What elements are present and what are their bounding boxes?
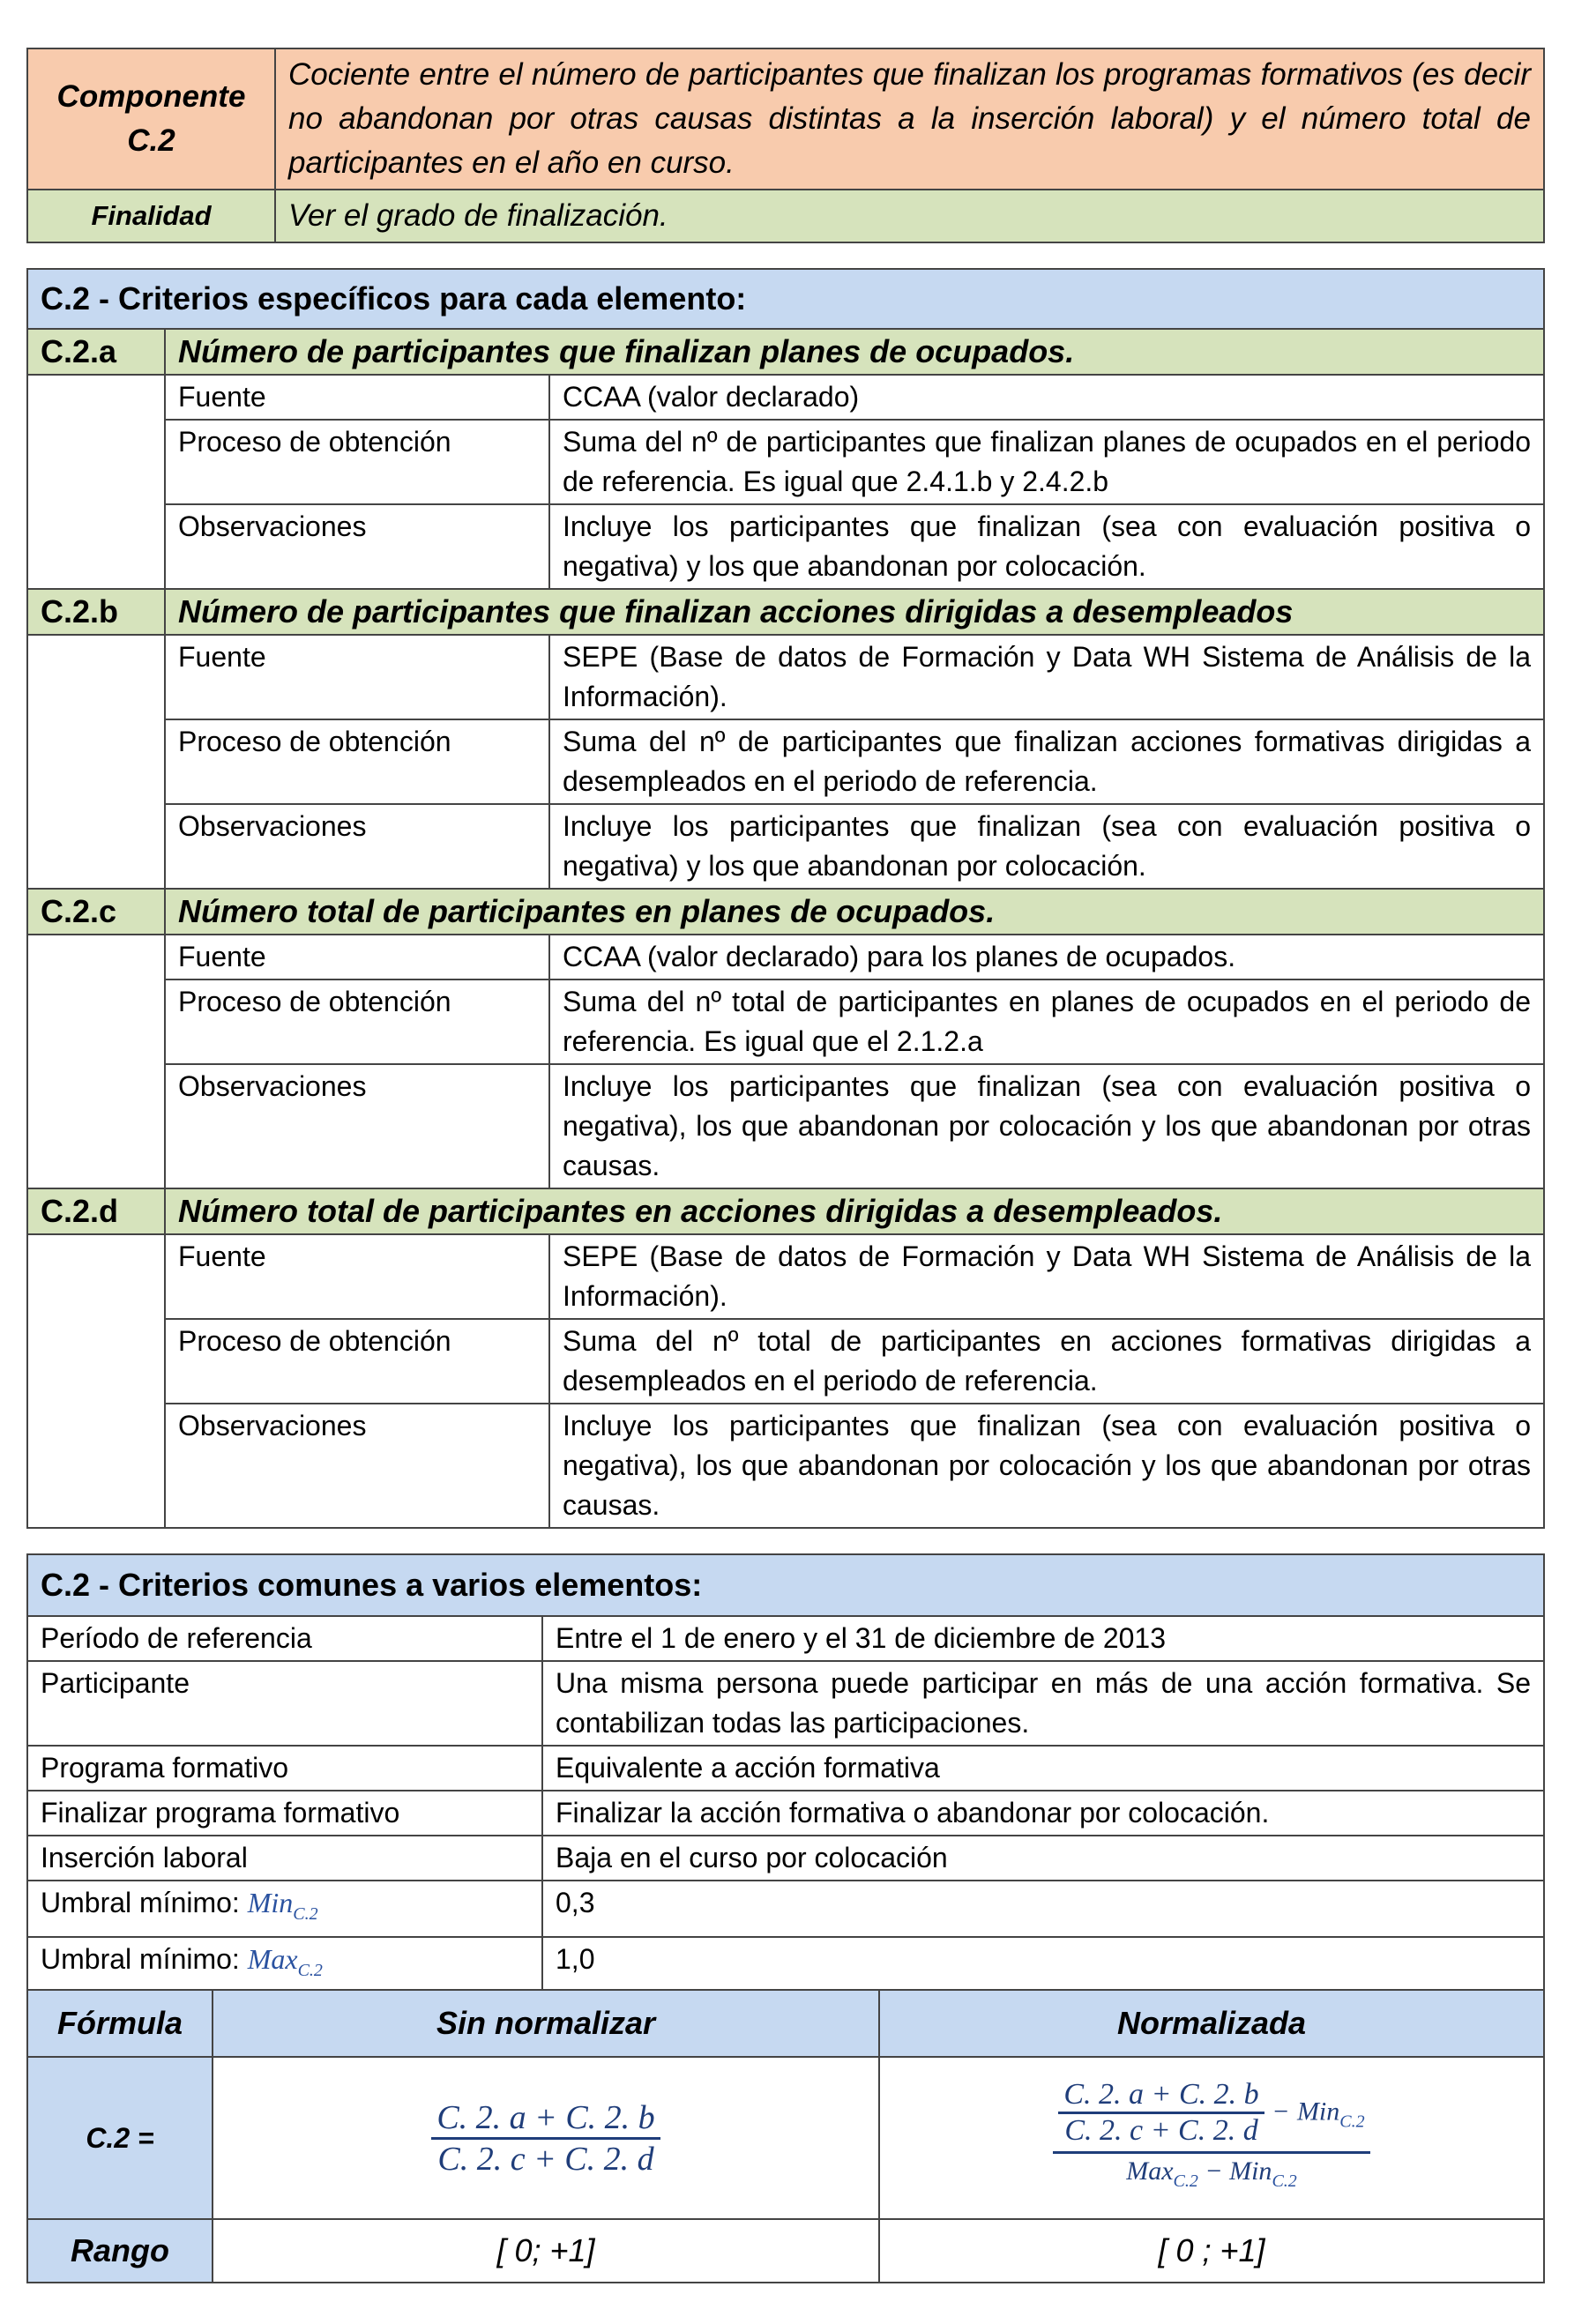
common-criteria-table — [26, 1553, 1545, 1994]
component-description: Cociente entre el número de participantes que finalizan los programas formativos (es decir no abandonan por otras causas distintas a la inserción laboral) y el número total de participantes en el año en curso. — [275, 48, 1544, 190]
specific-criteria-table — [26, 268, 1545, 1529]
element-title: Número de participantes que finalizan acciones dirigidas a desempleados — [165, 589, 1544, 635]
max-subscript: C.2 — [297, 1961, 323, 1980]
element-code: C.2.b — [27, 589, 165, 635]
max-subscript: C.2 — [1173, 2171, 1198, 2191]
element-title: Número total de participantes en acciones dirigidas a desempleados. — [165, 1188, 1544, 1234]
common-label: Participante — [27, 1661, 542, 1746]
criteria-row — [27, 375, 1544, 420]
criteria-row — [27, 504, 1544, 589]
indent-cell — [27, 935, 165, 980]
raw-fraction — [431, 2098, 660, 2179]
criteria-row — [27, 1319, 1544, 1404]
criteria-label: Fuente — [165, 635, 549, 719]
element-title: Número total de participantes en planes de ocupados. — [165, 889, 1544, 935]
common-label: Finalizar programa formativo — [27, 1791, 542, 1836]
common-value: Una misma persona puede participar en más de una acción formativa. Se contabilizan todas las participaciones. — [542, 1661, 1544, 1746]
criteria-label: Fuente — [165, 1234, 549, 1319]
common-label: Programa formativo — [27, 1746, 542, 1791]
indent-cell — [27, 504, 165, 589]
criteria-value: SEPE (Base de datos de Formación y Data WH Sistema de Análisis de la Información). — [549, 1234, 1544, 1319]
criteria-value: Suma del nº total de participantes en acciones formativas dirigidas a desempleados en el periodo de referencia. — [549, 1319, 1544, 1404]
criteria-value: Incluye los participantes que finalizan (sea con evaluación positiva o negativa) y los que abandonan por colocación. — [549, 504, 1544, 589]
criteria-row — [27, 719, 1544, 804]
indent-cell — [27, 1234, 165, 1319]
minus-sign: − — [1205, 2156, 1223, 2186]
element-title: Número de participantes que finalizan planes de ocupados. — [165, 329, 1544, 375]
common-label: Inserción laboral — [27, 1836, 542, 1881]
criteria-value: CCAA (valor declarado) para los planes de ocupados. — [549, 935, 1544, 980]
max-symbol: Max — [1126, 2156, 1174, 2186]
min-threshold-value: 0,3 — [542, 1881, 1544, 1937]
criteria-label: Proceso de obtención — [165, 980, 549, 1064]
criteria-value: Incluye los participantes que finalizan (sea con evaluación positiva o negativa) y los que abandonan por colocación. — [549, 804, 1544, 889]
criteria-row — [27, 1064, 1544, 1188]
min-threshold-label — [27, 1881, 542, 1937]
criteria-value: Suma del nº de participantes que finalizan acciones formativas dirigidas a desempleados en el periodo de referencia. — [549, 719, 1544, 804]
criteria-value: Suma del nº total de participantes en planes de ocupados en el periodo de referencia. Es igual que el 2.1.2.a — [549, 980, 1544, 1064]
element-code: C.2.a — [27, 329, 165, 375]
criteria-value: CCAA (valor declarado) — [549, 375, 1544, 420]
criteria-row — [27, 804, 1544, 889]
criteria-label: Observaciones — [165, 1064, 549, 1188]
criteria-row — [27, 980, 1544, 1064]
normalized-col-header: Normalizada — [879, 1990, 1544, 2057]
specific-title: C.2 - Criterios específicos para cada elemento: — [27, 269, 1544, 329]
min-subscript: C.2 — [1272, 2171, 1297, 2191]
criteria-label: Fuente — [165, 935, 549, 980]
common-value: Finalizar la acción formativa o abandonar por colocación. — [542, 1791, 1544, 1836]
indent-cell — [27, 1404, 165, 1528]
indent-cell — [27, 375, 165, 420]
inner-numerator: C. 2. a + C. 2. b — [1058, 2078, 1264, 2114]
formula-col-header: Fórmula — [27, 1990, 213, 2057]
criteria-label: Proceso de obtención — [165, 420, 549, 504]
max-symbol: Max — [247, 1943, 298, 1975]
raw-formula-cell — [213, 2057, 879, 2219]
inner-fraction — [1058, 2078, 1264, 2148]
criteria-value: Suma del nº de participantes que finalizan planes de ocupados en el periodo de referencia. Es igual que 2.4.1.b y 2.4.2.b — [549, 420, 1544, 504]
common-label: Período de referencia — [27, 1616, 542, 1661]
indent-cell — [27, 1064, 165, 1188]
criteria-row — [27, 1234, 1544, 1319]
common-value: Equivalente a acción formativa — [542, 1746, 1544, 1791]
indent-cell — [27, 980, 165, 1064]
purpose-label: Finalidad — [27, 190, 275, 242]
formula-row-label: C.2 = — [27, 2057, 213, 2219]
range-label: Rango — [27, 2219, 213, 2283]
indent-cell — [27, 719, 165, 804]
criteria-label: Proceso de obtención — [165, 1319, 549, 1404]
criteria-label: Observaciones — [165, 804, 549, 889]
max-threshold-label — [27, 1937, 542, 1993]
max-threshold-value: 1,0 — [542, 1937, 1544, 1993]
purpose-text: Ver el grado de finalización. — [275, 190, 1544, 242]
normalized-fraction — [1053, 2078, 1369, 2199]
component-label: Componente C.2 — [27, 48, 275, 190]
min-symbol: Min — [247, 1887, 294, 1918]
criteria-value: Incluye los participantes que finalizan (sea con evaluación positiva o negativa), los que abandonan por colocación y los que abandonan por otras causas. — [549, 1404, 1544, 1528]
min-subscript: C.2 — [293, 1904, 318, 1924]
component-table — [26, 48, 1545, 243]
criteria-row — [27, 935, 1544, 980]
common-value: Baja en el curso por colocación — [542, 1836, 1544, 1881]
min-symbol: Min — [1229, 2156, 1272, 2186]
common-title: C.2 - Criterios comunes a varios elementos: — [27, 1554, 1544, 1616]
raw-denominator: C. 2. c + C. 2. d — [437, 2140, 654, 2178]
normalized-denominator — [1053, 2154, 1369, 2199]
raw-numerator: C. 2. a + C. 2. b — [431, 2098, 660, 2140]
criteria-label: Observaciones — [165, 1404, 549, 1528]
element-code: C.2.d — [27, 1188, 165, 1234]
raw-col-header: Sin normalizar — [213, 1990, 879, 2057]
min-symbol: Min — [1296, 2096, 1340, 2126]
criteria-row — [27, 1404, 1544, 1528]
indent-cell — [27, 420, 165, 504]
criteria-row — [27, 420, 1544, 504]
min-subscript: C.2 — [1339, 2111, 1365, 2131]
indent-cell — [27, 1319, 165, 1404]
min-label-text: Umbral mínimo: — [41, 1887, 240, 1918]
inner-denominator: C. 2. c + C. 2. d — [1064, 2113, 1258, 2147]
normalized-formula-cell — [879, 2057, 1544, 2219]
indent-cell — [27, 635, 165, 719]
criteria-row — [27, 635, 1544, 719]
range-raw: [ 0; +1] — [213, 2219, 879, 2283]
indent-cell — [27, 804, 165, 889]
formula-table — [26, 1989, 1545, 2283]
minus-sign: − — [1272, 2096, 1290, 2126]
max-label-text: Umbral mínimo: — [41, 1943, 240, 1975]
criteria-label: Fuente — [165, 375, 549, 420]
criteria-label: Observaciones — [165, 504, 549, 589]
element-code: C.2.c — [27, 889, 165, 935]
criteria-value: SEPE (Base de datos de Formación y Data WH Sistema de Análisis de la Información). — [549, 635, 1544, 719]
common-value: Entre el 1 de enero y el 31 de diciembre de 2013 — [542, 1616, 1544, 1661]
criteria-value: Incluye los participantes que finalizan (sea con evaluación positiva o negativa), los que abandonan por colocación y los que abandonan por otras causas. — [549, 1064, 1544, 1188]
normalized-numerator — [1053, 2078, 1369, 2154]
criteria-label: Proceso de obtención — [165, 719, 549, 804]
range-normalized: [ 0 ; +1] — [879, 2219, 1544, 2283]
